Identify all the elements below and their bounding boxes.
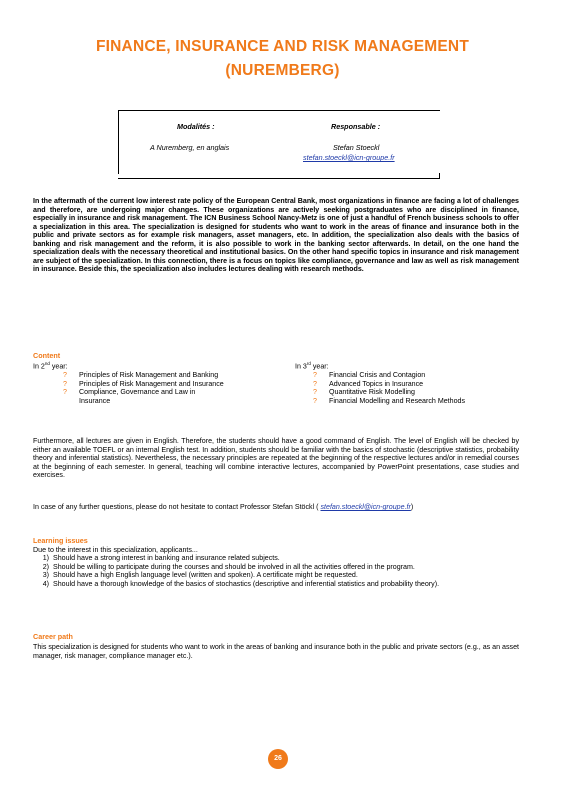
bullet-icon: ? <box>63 370 67 379</box>
page-number-badge: 26 <box>268 749 288 769</box>
bullet-icon: ? <box>313 396 317 405</box>
contact-name: Stefan Stoeckl <box>333 143 380 152</box>
further-paragraph: Furthermore, all lectures are given in English. Therefore, the students should have a good command of English. The level of English will be checked by either an available TOEFL or an internal English test. In addition, students should be familiar with the basics of stochastic (descriptive statistics, probability theory and inferential statistics). Nevertheless, the necessary principles are repeated at the beginning of the respective lectures and/or in remedial courses at the beginning of each semester. In general, teaching will combine interactive lectures, accompanied by PowerPoint presentations, case studies and exercises. <box>33 437 519 479</box>
info-box <box>118 110 440 174</box>
content-heading: Content <box>33 351 61 360</box>
page-title-line1: FINANCE, INSURANCE AND RISK MANAGEMENT <box>95 38 469 55</box>
list-item: ? Principles of Risk Management and Insurance <box>63 379 224 388</box>
list-item: ? Financial Crisis and Contagion <box>313 370 426 379</box>
bullet-icon: ? <box>63 388 67 397</box>
list-item: ? Advanced Topics in Insurance <box>313 379 424 388</box>
career-paragraph: This specialization is designed for students who want to work in the areas of banking and insurance both in the public and private sectors (e.g., as an asset manager, risk manager, compliance manager etc.). <box>33 643 519 660</box>
career-heading: Career path <box>33 632 73 641</box>
list-item: ? Principles of Risk Management and Banking <box>63 370 219 379</box>
year2-label: In 2nd year: <box>33 361 68 371</box>
bullet-icon: ? <box>313 370 317 379</box>
contact-email-link[interactable]: stefan.stoeckl@icn-groupe.fr <box>303 153 395 162</box>
page-title-line2: (NUREMBERG) <box>225 62 340 79</box>
location-text: A Nuremberg, en anglais <box>150 143 230 152</box>
bullet-icon: ? <box>63 379 67 388</box>
responsable-label: Responsable : <box>331 122 381 131</box>
year3-column <box>295 360 525 405</box>
list-item: 1) Should have a strong interest in banking and insurance related subjects. <box>42 554 280 563</box>
list-item: 4) Should have a thorough knowledge of the basics of stochastics (descriptive and inferential statistics and probability theory). <box>42 579 440 588</box>
contact-email-link-2[interactable]: stefan.stoeckl@icn-groupe.fr <box>320 503 411 511</box>
learning-heading: Learning issues <box>33 536 88 545</box>
modalites-label: Modalités : <box>177 122 215 131</box>
bullet-icon: ? <box>313 379 317 388</box>
list-item-continuation: Insurance <box>79 396 111 405</box>
bullet-icon: ? <box>313 388 317 397</box>
intro-paragraph: In the aftermath of the current low interest rate policy of the European Central Bank, most organizations in finance are facing a lot of challenges and therefore, are undergoing major changes. These organizations are actively seeking postgraduates who are disciplined in finance, especially in insurance and risk management. The ICN Business School Nancy-Metz is one of just a handful of French business schools to offer a specialization in this area. The specialization is designed for students who want to work in the areas of finance and insurance both in the public and private sectors as for example risk managers, asset managers, etc. In addition, the specialization also deals with the basics of banking and risk management and the reform, it is also possible to work in the banking sector afterwards. In detail, on the one hand the specialization deals with the necessary theoretical and institutional basics. On the other hand specific topics in insurance and risk management are subject of the specialization. In this connection, there is a focus on topics like compliance, governance and law as well as risk management in insurance. Beside this, the specialization also includes lectures dealing with research methods. <box>33 197 519 273</box>
year3-label: In 3rd year: <box>295 361 329 371</box>
info-box-shadow <box>118 173 440 179</box>
list-item: ? Compliance, Governance and Law in <box>63 388 196 397</box>
year2-column <box>33 360 273 405</box>
list-item: ? Financial Modelling and Research Methods <box>313 396 466 405</box>
list-item: 2) Should be willing to participate during the courses and should be involved in all the activities offered in the program. <box>42 562 415 571</box>
list-item: ? Quantitative Risk Modelling <box>313 388 415 397</box>
learning-list <box>33 546 523 588</box>
list-item: 3) Should have a high English language level (written and spoken). A certificate might be requested. <box>42 571 358 580</box>
learning-intro: Due to the interest in this specialization, applicants... <box>33 546 198 554</box>
contact-paragraph: In case of any further questions, please do not hesitate to contact Professor Stefan Stöckl ( stefan.stoeckl@icn-groupe.fr) <box>33 503 414 511</box>
